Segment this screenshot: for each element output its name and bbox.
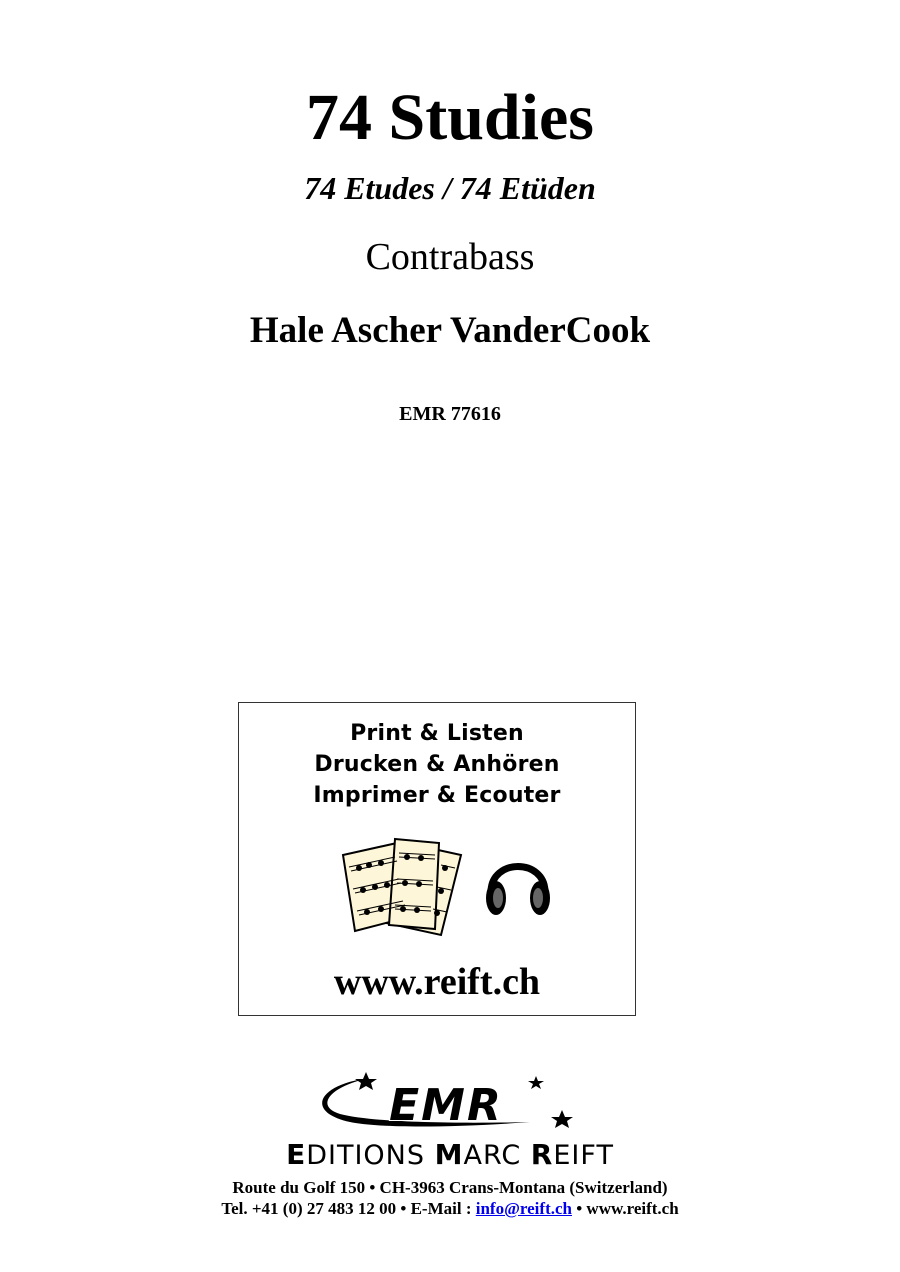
publisher-name-part: E [286,1138,307,1171]
promo-line-german: Drucken & Anhören [314,752,560,777]
promo-line-french: Imprimer & Ecouter [313,783,561,808]
promo-line-english: Print & Listen [350,721,524,746]
print-listen-box [238,702,636,1016]
publisher-name-part: R [530,1138,554,1171]
telephone-text: Tel. +41 (0) 27 483 12 00 • E-Mail : [221,1199,476,1218]
publisher-name [0,1138,900,1173]
email-link[interactable]: info@reift.ch [475,1199,572,1218]
subtitle: 74 Etudes / 74 Etüden [304,170,596,206]
publisher-name-part: DITIONS [306,1140,435,1171]
composer-name: Hale Ascher VanderCook [249,310,651,351]
promo-website-url[interactable]: www.reift.ch [333,961,541,1003]
publisher-name-part: EIFT [553,1140,614,1171]
contact-website-text: • www.reift.ch [571,1199,679,1218]
sheet-music-icon [339,835,469,937]
publisher-contact [0,1198,900,1220]
headphones-icon [483,846,553,920]
publisher-name-part: M [434,1138,464,1171]
emr-logo-text: EMR [389,1080,503,1131]
catalog-number: EMR 77616 [399,403,501,425]
emr-logo-icon [300,1070,590,1140]
instrument-label: Contrabass [365,236,535,278]
publisher-address: Route du Golf 150 • CH-3963 Crans-Montana (Switzerland) [232,1178,668,1197]
publisher-name-part: ARC [463,1140,531,1171]
page-title: 74 Studies [306,81,594,154]
